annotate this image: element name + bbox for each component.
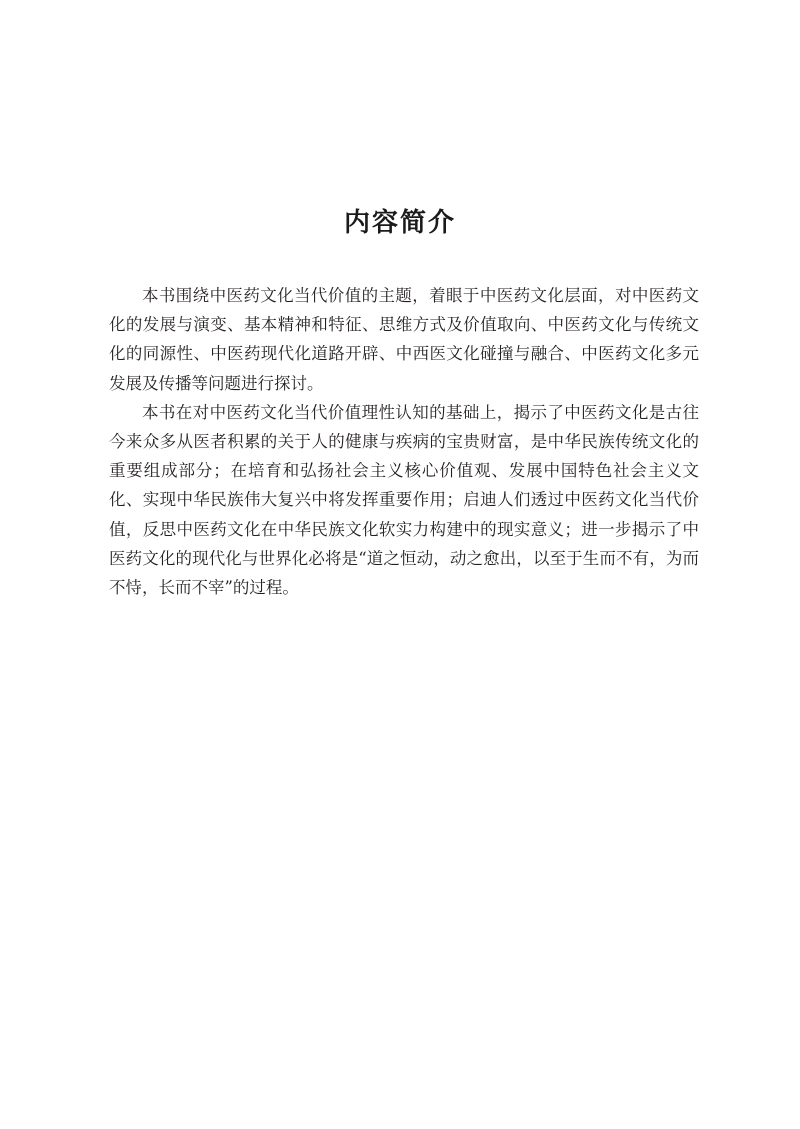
summary-paragraph-1: 本书围绕中医药文化当代价值的主题，着眼于中医药文化层面，对中医药文化的发展与演变、基本精神和特征、思维方式及价值取向、中医药文化与传统文化的同源性、中医药现代化道路开辟、中西医文化碰撞与融合、中医药文化多元发展及传播等问题进行探讨。 [109, 286, 699, 393]
page-title: 内容简介 [343, 208, 456, 238]
summary-body [109, 281, 699, 602]
summary-paragraph-2: 本书在对中医药文化当代价值理性认知的基础上，揭示了中医药文化是古往今来众多从医者积累的关于人的健康与疾病的宝贵财富，是中华民族传统文化的重要组成部分；在培育和弘扬社会主义核心价值观、发展中国特色社会主义文化、实现中华民族伟大复兴中将发挥重要作用；启迪人们透过中医药文化当代价值，反思中医药文化在中华民族文化软实力构建中的现实意义；进一步揭示了中医药文化的现代化与世界化必将是“道之恒动，动之愈出，以至于生而不有，为而不恃，长而不宰”的过程。 [109, 402, 699, 598]
